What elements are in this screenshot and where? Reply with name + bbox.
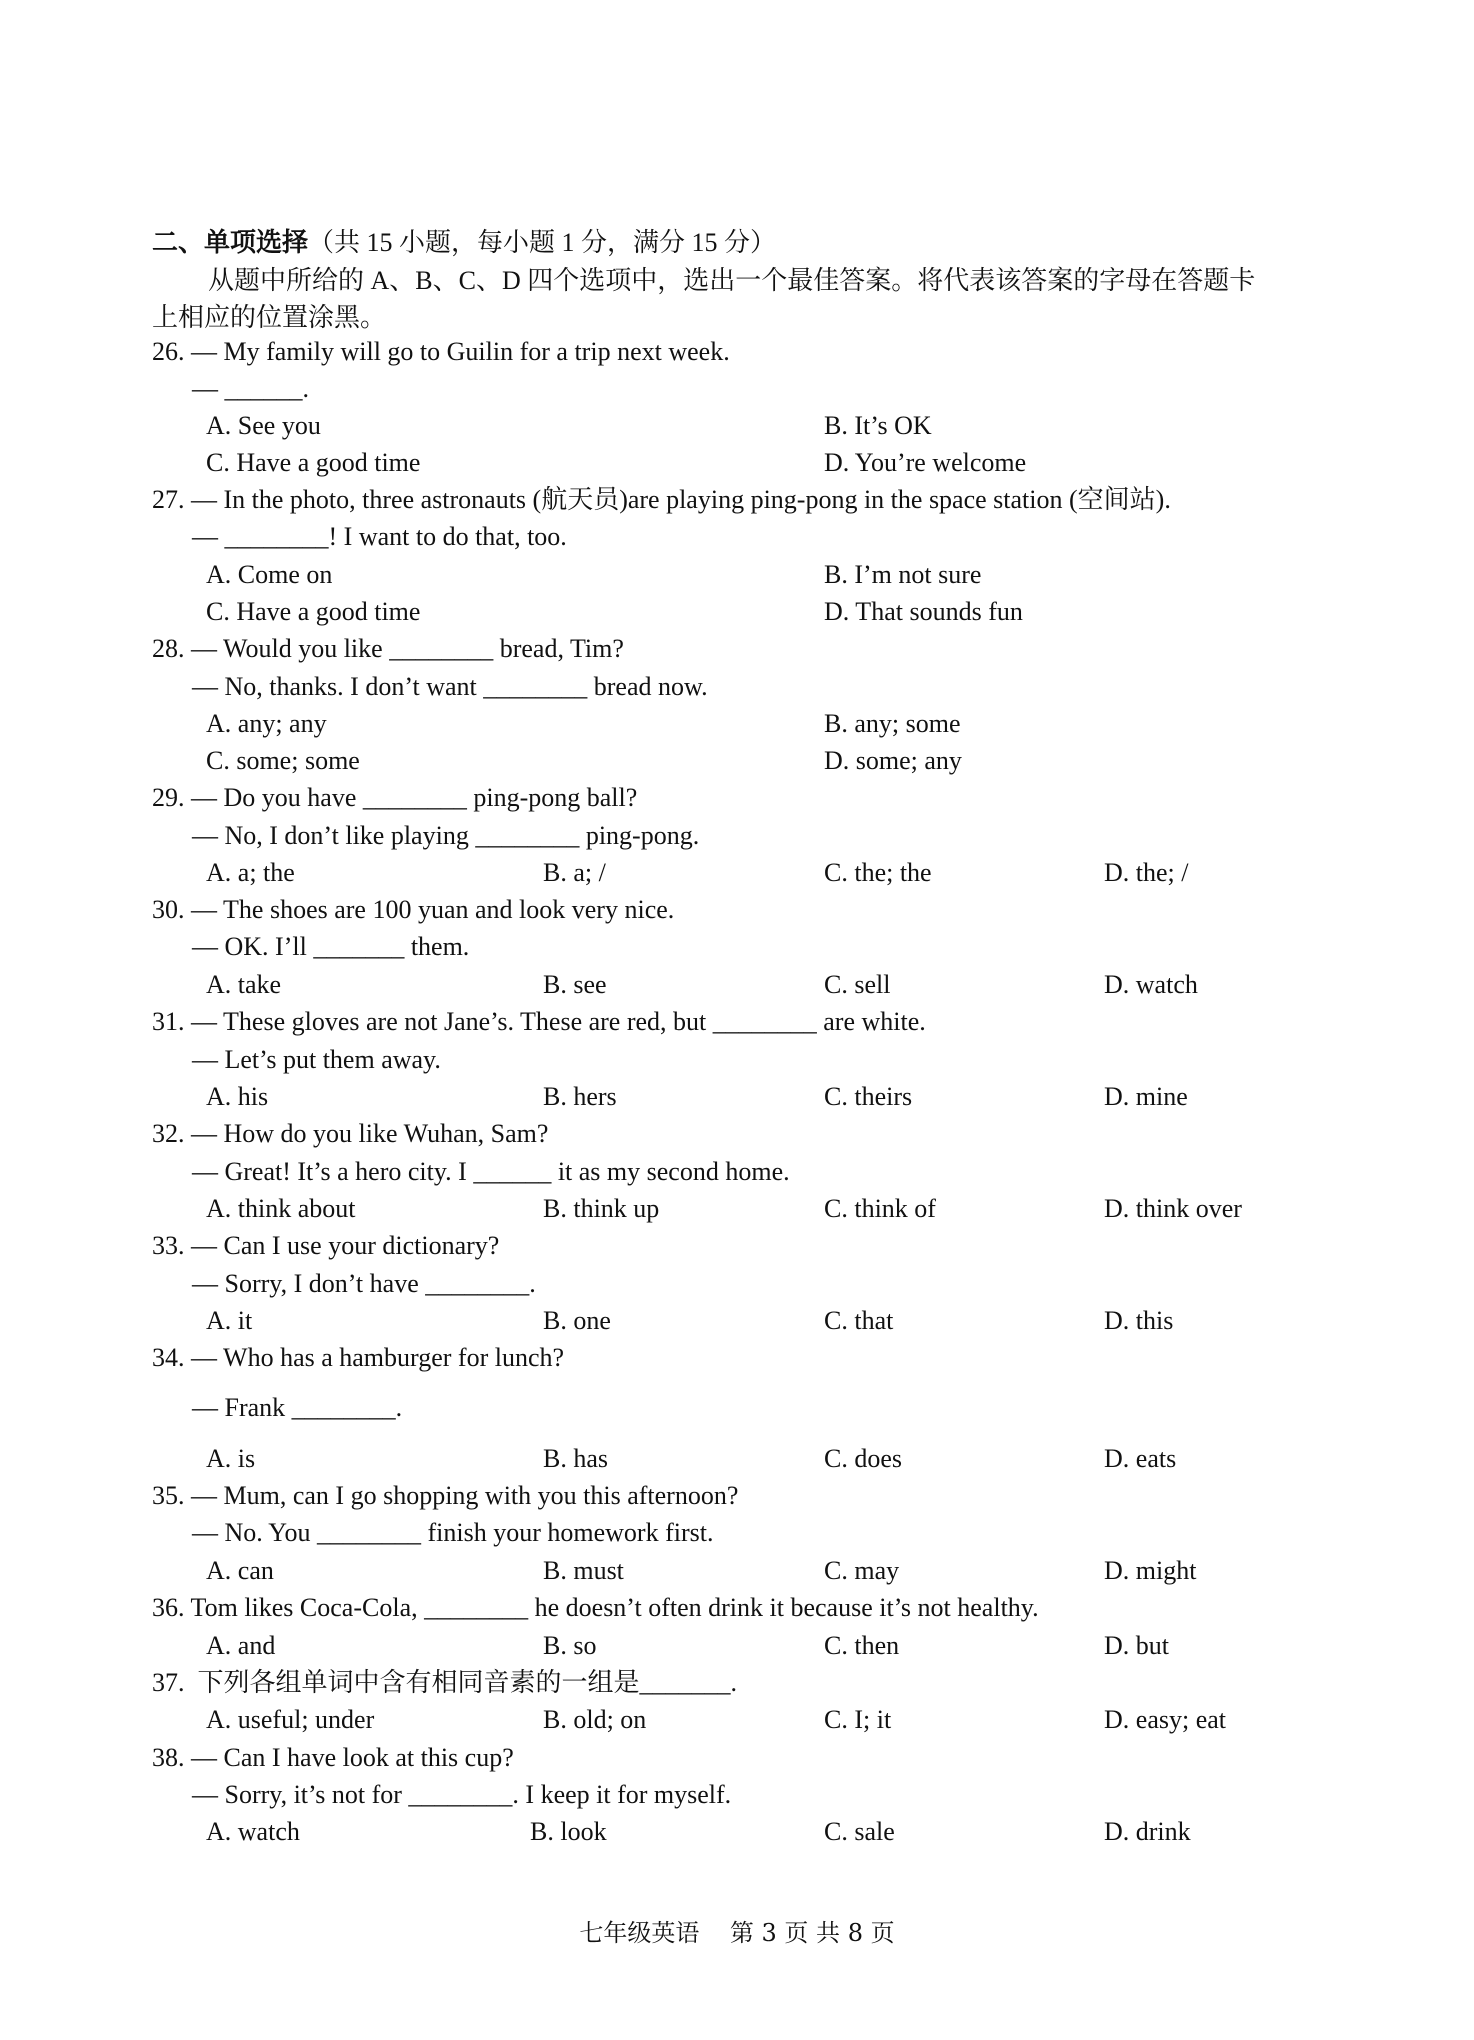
- question-34-reply: — Frank ________.: [192, 1393, 403, 1422]
- question-29-option-c: C. the; the: [824, 858, 932, 887]
- question-32-option-a: A. think about: [206, 1194, 356, 1223]
- question-31-option-c: C. theirs: [824, 1082, 913, 1111]
- page-footer: 七年级英语 第 3 页 共 8 页: [579, 1919, 895, 1947]
- question-29-option-b: B. a; /: [543, 858, 606, 887]
- question-32-option-d: D. think over: [1104, 1194, 1242, 1223]
- question-28-option-c: C. some; some: [206, 746, 360, 775]
- section-title: 二、单项选择: [152, 228, 309, 258]
- question-33-option-a: A. it: [206, 1306, 253, 1335]
- question-28-option-a: A. any; any: [206, 709, 327, 738]
- question-32-stem: 32. — How do you like Wuhan, Sam?: [152, 1119, 549, 1148]
- question-26-option-d: D. You’re welcome: [824, 448, 1027, 477]
- question-26-option-b: B. It’s OK: [824, 411, 932, 440]
- question-36-option-a: A. and: [206, 1631, 276, 1660]
- question-29-reply: — No, I don’t like playing ________ ping-pong.: [192, 821, 700, 850]
- question-31-stem: 31. — These gloves are not Jane’s. These are red, but ________ are white.: [152, 1007, 926, 1036]
- question-36-option-c: C. then: [824, 1631, 900, 1660]
- question-36-stem: 36. Tom likes Coca-Cola, ________ he doesn’t often drink it because it’s not healthy.: [152, 1593, 1039, 1622]
- question-34-option-b: B. has: [543, 1444, 608, 1473]
- section-instruction: 从题中所给的 A、B、C、D 四个选项中，选出一个最佳答案。将代表该答案的字母在答题卡上相应的位置涂黑。: [152, 266, 1256, 332]
- question-33-stem: 33. — Can I use your dictionary?: [152, 1231, 500, 1260]
- question-30-option-c: C. sell: [824, 970, 891, 999]
- question-35-stem: 35. — Mum, can I go shopping with you this afternoon?: [152, 1481, 739, 1510]
- question-26-option-c: C. Have a good time: [206, 448, 421, 477]
- question-34-option-a: A. is: [206, 1444, 256, 1473]
- question-37-option-b: B. old; on: [543, 1705, 647, 1734]
- question-27-reply: — ________! I want to do that, too.: [192, 522, 567, 551]
- question-36-option-d: D. but: [1104, 1631, 1169, 1660]
- question-38-stem: 38. — Can I have look at this cup?: [152, 1743, 514, 1772]
- section-heading: [152, 225, 776, 261]
- question-34-option-d: D. eats: [1104, 1444, 1177, 1473]
- question-29-option-a: A. a; the: [206, 858, 295, 887]
- section-note: （共 15 小题，每小题 1 分，满分 15 分）: [308, 228, 777, 257]
- question-31-reply: — Let’s put them away.: [192, 1045, 441, 1074]
- question-33-option-b: B. one: [543, 1306, 611, 1335]
- question-32-option-b: B. think up: [543, 1194, 660, 1223]
- question-27-option-b: B. I’m not sure: [824, 560, 982, 589]
- question-30-option-a: A. take: [206, 970, 282, 999]
- question-38-option-a: A. watch: [206, 1817, 300, 1846]
- question-38-option-c: C. sale: [824, 1817, 895, 1846]
- question-38-reply: — Sorry, it’s not for ________. I keep it for myself.: [192, 1780, 732, 1809]
- question-27-option-d: D. That sounds fun: [824, 597, 1023, 626]
- question-28-reply: — No, thanks. I don’t want ________ bread now.: [192, 672, 708, 701]
- question-28-option-d: D. some; any: [824, 746, 962, 775]
- question-37-option-a: A. useful; under: [206, 1705, 375, 1734]
- question-28-stem: 28. — Would you like ________ bread, Tim?: [152, 634, 624, 663]
- question-27-option-a: A. Come on: [206, 560, 333, 589]
- question-26-option-a: A. See you: [206, 411, 321, 440]
- question-35-option-c: C. may: [824, 1556, 900, 1585]
- question-32-option-c: C. think of: [824, 1194, 936, 1223]
- question-32-reply: — Great! It’s a hero city. I ______ it as my second home.: [192, 1157, 790, 1186]
- question-31-option-b: B. hers: [543, 1082, 617, 1111]
- question-31-option-a: A. his: [206, 1082, 269, 1111]
- question-37-stem: 37. 下列各组单词中含有相同音素的一组是_______.: [152, 1668, 738, 1697]
- question-29-stem: 29. — Do you have ________ ping-pong ball?: [152, 783, 638, 812]
- question-29-option-d: D. the; /: [1104, 858, 1189, 887]
- question-37-option-d: D. easy; eat: [1104, 1705, 1227, 1734]
- question-37-option-c: C. I; it: [824, 1705, 892, 1734]
- question-26-stem: 26. — My family will go to Guilin for a trip next week.: [152, 337, 730, 366]
- question-31-option-d: D. mine: [1104, 1082, 1188, 1111]
- question-27-stem: 27. — In the photo, three astronauts (航天员)are playing ping-pong in the space station (空间站).: [152, 485, 1171, 514]
- question-34-option-c: C. does: [824, 1444, 902, 1473]
- question-36-option-b: B. so: [543, 1631, 597, 1660]
- question-38-option-b: B. look: [530, 1817, 607, 1846]
- question-35-option-a: A. can: [206, 1556, 274, 1585]
- question-28-option-b: B. any; some: [824, 709, 961, 738]
- question-30-option-b: B. see: [543, 970, 607, 999]
- question-30-stem: 30. — The shoes are 100 yuan and look very nice.: [152, 895, 675, 924]
- question-35-reply: — No. You ________ finish your homework first.: [192, 1518, 714, 1547]
- question-38-option-d: D. drink: [1104, 1817, 1191, 1846]
- question-35-option-b: B. must: [543, 1556, 624, 1585]
- question-33-option-d: D. this: [1104, 1306, 1174, 1335]
- question-33-reply: — Sorry, I don’t have ________.: [192, 1269, 536, 1298]
- question-30-reply: — OK. I’ll _______ them.: [192, 932, 470, 961]
- question-27-option-c: C. Have a good time: [206, 597, 421, 626]
- question-30-option-d: D. watch: [1104, 970, 1198, 999]
- question-26-reply: — ______.: [192, 374, 309, 403]
- question-33-option-c: C. that: [824, 1306, 894, 1335]
- question-34-stem: 34. — Who has a hamburger for lunch?: [152, 1343, 565, 1372]
- question-35-option-d: D. might: [1104, 1556, 1197, 1585]
